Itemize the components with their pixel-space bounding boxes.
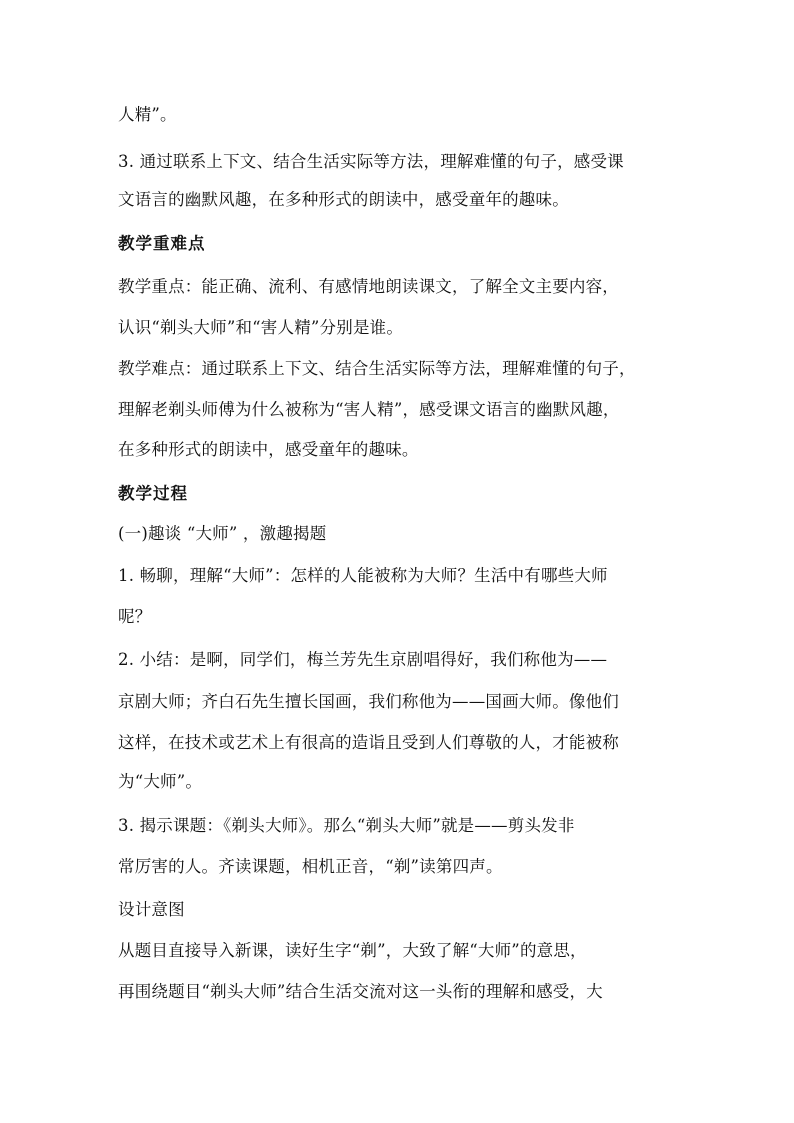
text-line: 京剧大师；齐白石先生擅长国画，我们称他为——国画大师。像他们 [118, 692, 619, 711]
text-line: 认识“剃头大师”和“害人精”分别是谁。 [118, 318, 404, 337]
text-line: 人精”。 [118, 105, 177, 124]
section-heading: 教学重难点 [118, 234, 206, 253]
text-line: 2. 小结：是啊，同学们，梅兰芳先生京剧唱得好，我们称他为—— [118, 650, 608, 669]
text-line: 在多种形式的朗读中，感受童年的趣味。 [118, 440, 419, 459]
text-line: 3. 通过联系上下文、结合生活实际等方法，理解难懂的句子，感受课 [118, 152, 624, 171]
text-line: 为“大师”。 [118, 772, 203, 791]
text-line: 教学难点：通过联系上下文、结合生活实际等方法，理解难懂的句子， [118, 359, 636, 378]
text-line: 3. 揭示课题：《剃头大师》。那么“剃头大师”就是——剪头发非 [118, 816, 575, 835]
section-heading: 教学过程 [118, 484, 188, 503]
text-line: 理解老剃头师傅为什么被称为“害人精”，感受课文语言的幽默风趣， [118, 400, 620, 419]
text-line: 这样，在技术或艺术上有很高的造诣且受到人们尊敬的人，才能被称 [118, 733, 619, 752]
text-line: 呢？ [118, 607, 152, 626]
text-line: 教学重点：能正确、流利、有感情地朗读课文，了解全文主要内容， [118, 277, 619, 296]
text-line: 文语言的幽默风趣，在多种形式的朗读中，感受童年的趣味。 [118, 190, 569, 209]
text-line: 设计意图 [118, 900, 185, 919]
text-line: 常厉害的人。齐读课题，相机正音，“剃”读第四声。 [118, 857, 503, 876]
text-line: 再围绕题目“剃头大师”结合生活交流对这一头衔的理解和感受，大 [118, 982, 603, 1001]
text-line: (一)趣谈 “大师” ，激趣揭题 [118, 524, 327, 543]
text-line: 从题目直接导入新课，读好生字“剃”，大致了解“大师”的意思， [118, 941, 587, 960]
text-line: 1. 畅聊，理解“大师”：怎样的人能被称为大师？生活中有哪些大师 [118, 566, 608, 585]
